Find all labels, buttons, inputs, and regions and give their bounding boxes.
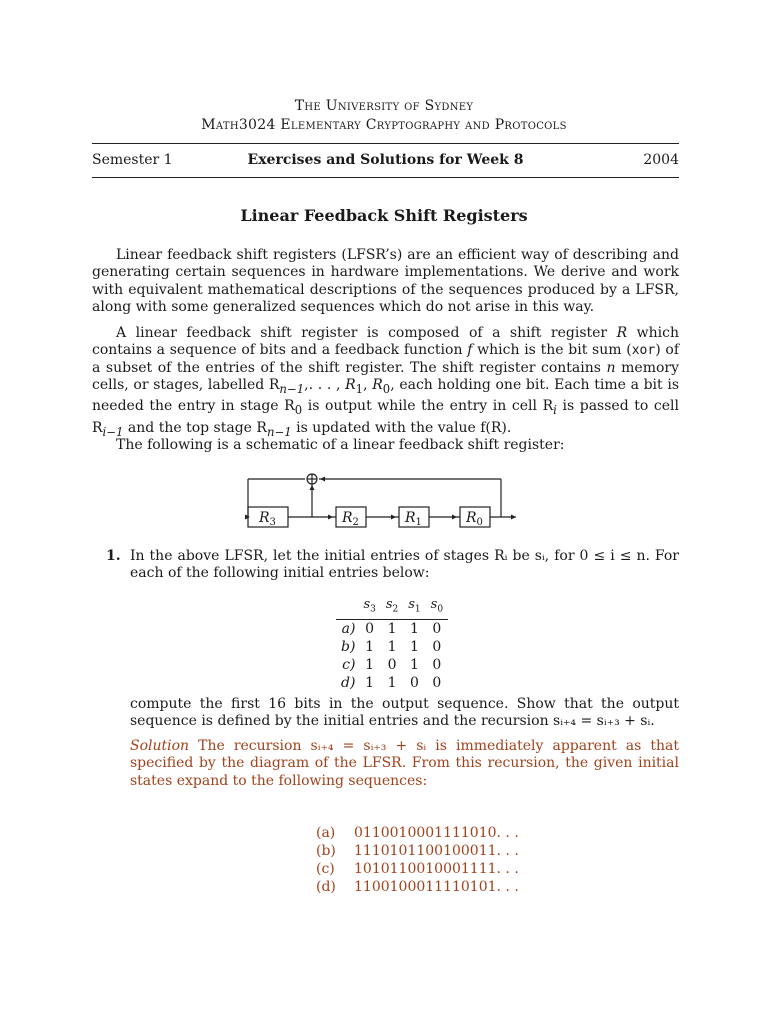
initial-entries-table [336, 596, 448, 692]
table-row-label: c) [342, 656, 356, 673]
table-row [336, 619, 448, 638]
table-row [336, 656, 448, 674]
table-header-cell: $s_2$ [381, 596, 403, 619]
list-item [316, 824, 519, 842]
intro-paragraph-2: A linear feedback shift register is composed of a shift register R which contains a sequence of bits and a feedback function f which is the bit sum (xor) of a subset of the entries of the shift register. The shift register contains n memory cells, or stages, labelled $R_{n-1}$,. . . , $R_1$, $R_0$, each holding one bit. Each time a bit is needed the entry in stage $R_0$ is output while the entry in cell $R_i$ is passed to cell $R_{i-1}$ and the top stage $R_{n-1}$ is updated with the value f(R). [92, 325, 680, 439]
semester-label: Semester 1 [92, 152, 173, 168]
table-row [336, 674, 448, 692]
year-label: 2004 [643, 152, 679, 168]
lfsr-schematic [92, 464, 679, 534]
table-cell: 1 [409, 620, 419, 637]
sequence-list [316, 824, 519, 896]
exercise-title: Exercises and Solutions for Week 8 [247, 152, 524, 168]
cell-r1-label: $R_1$ [405, 510, 422, 528]
table-cell: 0 [387, 656, 397, 673]
table-cell: 1 [365, 638, 375, 655]
table-cell: 0 [432, 620, 442, 637]
table-header-cell: $s_1$ [403, 596, 425, 619]
sequence-value: 0110010001111010. . . [354, 825, 519, 841]
cell-r3-label: $R_3$ [259, 510, 276, 528]
table-cell: 0 [432, 638, 442, 655]
table-cell: 1 [387, 638, 397, 655]
section-title: Linear Feedback Shift Registers [240, 206, 528, 225]
university-name: The University of Sydney [294, 98, 474, 114]
table-cell: 1 [387, 674, 397, 691]
solution-label: Solution [130, 738, 190, 754]
sequence-value: 1110101100100011. . . [354, 843, 519, 859]
intro-paragraph-1-text: Linear feedback shift registers (LFSR’s) are an efficient way of describing and generating certain sequences in hardware implementations. We derive and work with equivalent mathematical descriptions of the sequences produced by a LFSR, along with some generalized sequences which do not arise in this way. [92, 247, 679, 316]
sequence-label: (b) [316, 843, 336, 859]
solution-paragraph [130, 738, 679, 790]
table-cell: 0 [432, 656, 442, 673]
table-cell: 0 [432, 674, 442, 691]
sequence-label: (a) [316, 825, 336, 841]
table-header-row [336, 596, 448, 619]
sequence-value: 1010110010001111. . . [354, 861, 519, 877]
course-name: Math3024 Elementary Cryptography and Protocols [201, 117, 567, 133]
list-item [316, 878, 519, 896]
solution-text: The recursion sᵢ₊₄ = sᵢ₊₃ + sᵢ is immediately apparent as that specified by the diagram of the LFSR. From this recursion, the given initial states expand to the following sequences: [130, 738, 679, 789]
intro-paragraph-1 [92, 247, 679, 317]
list-item [316, 842, 519, 860]
table-cell: 0 [365, 620, 375, 637]
table-row [336, 638, 448, 656]
table-header-cell: $s_3$ [358, 596, 380, 619]
header-rule-bottom [92, 177, 679, 178]
sequence-label: (c) [316, 861, 335, 877]
table-row-label: d) [341, 674, 356, 691]
sequence-label: (d) [316, 879, 336, 895]
table-cell: 1 [409, 656, 419, 673]
table-corner [336, 596, 358, 619]
table-cell: 0 [409, 674, 419, 691]
cell-r0-label: $R_0$ [466, 510, 483, 528]
table-header-cell: $s_0$ [426, 596, 448, 619]
sequence-value: 1100100011110101. . . [354, 879, 519, 895]
header-rule-top [92, 143, 679, 144]
problem-text: In the above LFSR, let the initial entries of stages Rᵢ be sᵢ, for 0 ≤ i ≤ n. For each of the following initial entries below: [130, 548, 679, 582]
problem-compute-text: compute the first 16 bits in the output sequence. Show that the output sequence is defined by the initial entries and the recursion sᵢ₊₄ = sᵢ₊₃ + sᵢ. [130, 696, 679, 730]
table-cell: 1 [387, 620, 397, 637]
table-cell: 1 [365, 674, 375, 691]
table-cell: 1 [365, 656, 375, 673]
table-cell: 1 [409, 638, 419, 655]
table-row-label: a) [341, 620, 356, 637]
list-item [316, 860, 519, 878]
table-row-label: b) [341, 638, 356, 655]
problem-number: 1. [106, 548, 121, 564]
cell-r2-label: $R_2$ [342, 510, 359, 528]
intro-paragraph-3: The following is a schematic of a linear feedback shift register: [116, 437, 565, 453]
